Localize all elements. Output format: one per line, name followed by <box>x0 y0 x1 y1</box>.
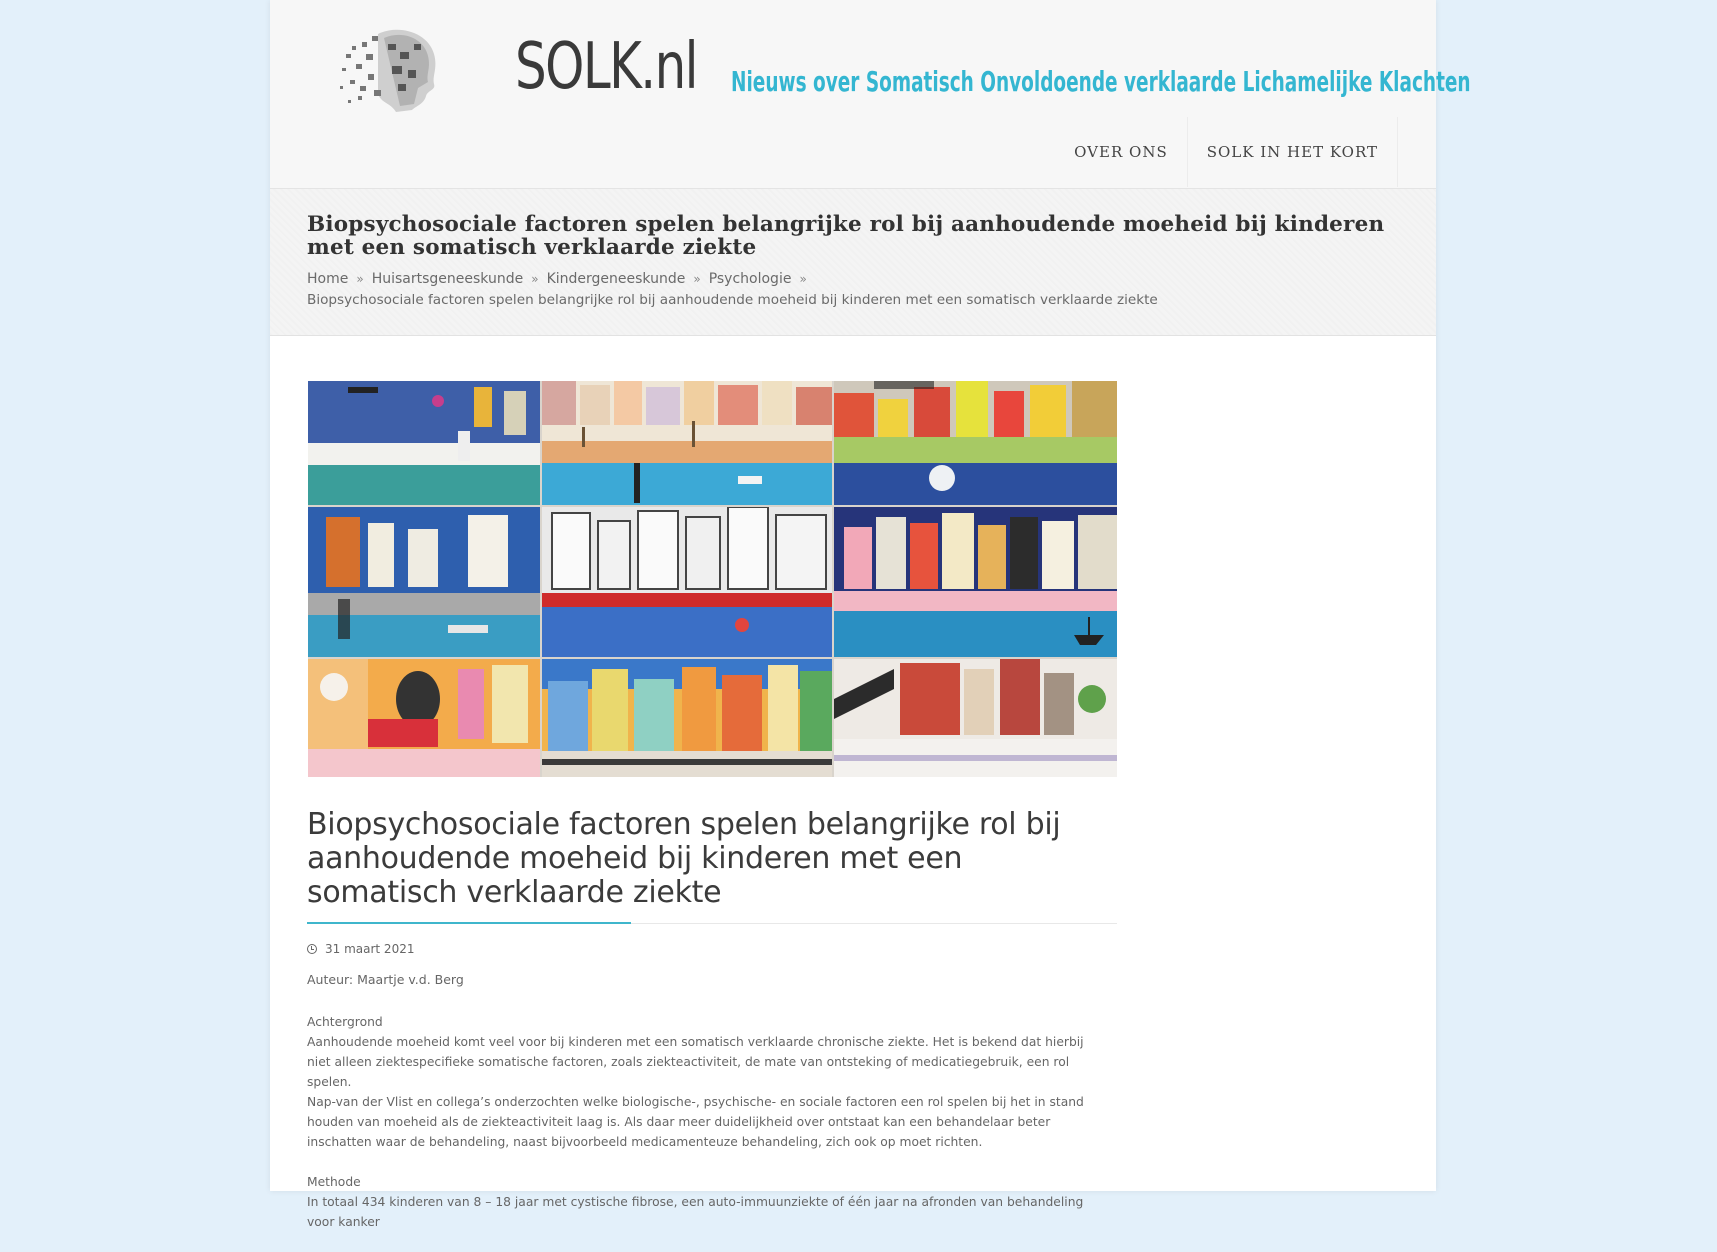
page-title: Biopsychosociale factoren spelen belangrijke rol bij aanhoudende moeheid bij kinderen met een somatisch verklaarde ziekte <box>307 212 1385 260</box>
drawing-tile <box>308 381 540 505</box>
page-container <box>270 0 1471 1229</box>
breadcrumb-separator-icon: » <box>356 272 364 286</box>
section-achtergrond <box>307 1012 1107 1152</box>
clock-icon <box>307 944 317 954</box>
nav-item-solk-in-het-kort[interactable]: SOLK IN HET KORT <box>1188 117 1398 187</box>
article-date-text: 31 maart 2021 <box>325 942 415 956</box>
drawing-tile <box>308 507 540 657</box>
drawing-tile <box>542 381 832 505</box>
breadcrumb-separator-icon: » <box>531 272 539 286</box>
breadcrumb-kindergeneeskunde[interactable]: Kindergeneeskunde <box>546 271 686 287</box>
drawing-tile <box>542 659 832 777</box>
breadcrumb-huisartsgeneeskunde[interactable]: Huisartsgeneeskunde <box>371 271 524 287</box>
drawing-tile <box>542 507 832 657</box>
article-title: Biopsychosociale factoren spelen belangrijke rol bij aanhoudende moeheid bij kinderen met een somatisch verklaarde ziekte <box>307 807 1061 910</box>
drawing-tile <box>834 507 1117 657</box>
paragraph: In totaal 434 kinderen van 8 – 18 jaar met cystische fibrose, een auto-immuunziekte of één jaar na afronden van behandeling voor kanker <box>307 1195 1084 1229</box>
title-divider <box>307 923 1117 924</box>
site-header <box>270 0 1471 189</box>
section-methode <box>307 1172 1107 1232</box>
page-title-bar <box>270 189 1436 336</box>
drawing-tile <box>834 381 1117 505</box>
main-nav <box>1054 117 1398 187</box>
nav-item-over-ons[interactable]: OVER ONS <box>1054 117 1188 187</box>
site-tagline: Nieuws over Somatisch Onvoldoende verklaarde Lichamelijke Klachten <box>731 65 1471 98</box>
breadcrumb-current: Biopsychosociale factoren spelen belangrijke rol bij aanhoudende moeheid bij kinderen met een somatisch verklaarde ziekte <box>307 292 1158 308</box>
breadcrumb <box>307 269 1407 310</box>
logo-text[interactable]: SOLK.nl <box>515 30 697 104</box>
section-heading: Achtergrond <box>307 1015 383 1029</box>
section-heading: Methode <box>307 1175 361 1189</box>
breadcrumb-separator-icon: » <box>799 272 807 286</box>
title-divider-accent <box>307 922 631 924</box>
article-body <box>307 1012 1107 1252</box>
breadcrumb-separator-icon: » <box>693 272 701 286</box>
article-date <box>307 942 414 956</box>
article-author: Auteur: Maartje v.d. Berg <box>307 972 464 987</box>
breadcrumb-psychologie[interactable]: Psychologie <box>708 271 792 287</box>
logo-head-icon[interactable] <box>338 24 442 114</box>
breadcrumb-home[interactable]: Home <box>307 271 349 287</box>
featured-image[interactable] <box>308 381 1117 777</box>
paragraph: Aanhoudende moeheid komt veel voor bij kinderen met een somatisch verklaarde chronische ziekte. Het is bekend dat hierbij niet alleen ziektespecifieke somatische factoren, zoals ziekteactiviteit, de mate van ontsteking of medicatiegebruik, een rol spelen. <box>307 1035 1084 1089</box>
paragraph: Nap-van der Vlist en collega’s onderzochten welke biologische-, psychische- en sociale factoren een rol spelen bij het in stand houden van moeheid als de ziekteactiviteit laag is. Als daar meer duidelijkheid over ontstaat kan een behandelaar beter inschatten waar de behandeling, naast bijvoorbeeld medicamenteuze behandeling, zich ook op moet richten. <box>307 1095 1084 1149</box>
drawing-tile <box>834 659 1117 777</box>
drawing-tile <box>308 659 540 777</box>
